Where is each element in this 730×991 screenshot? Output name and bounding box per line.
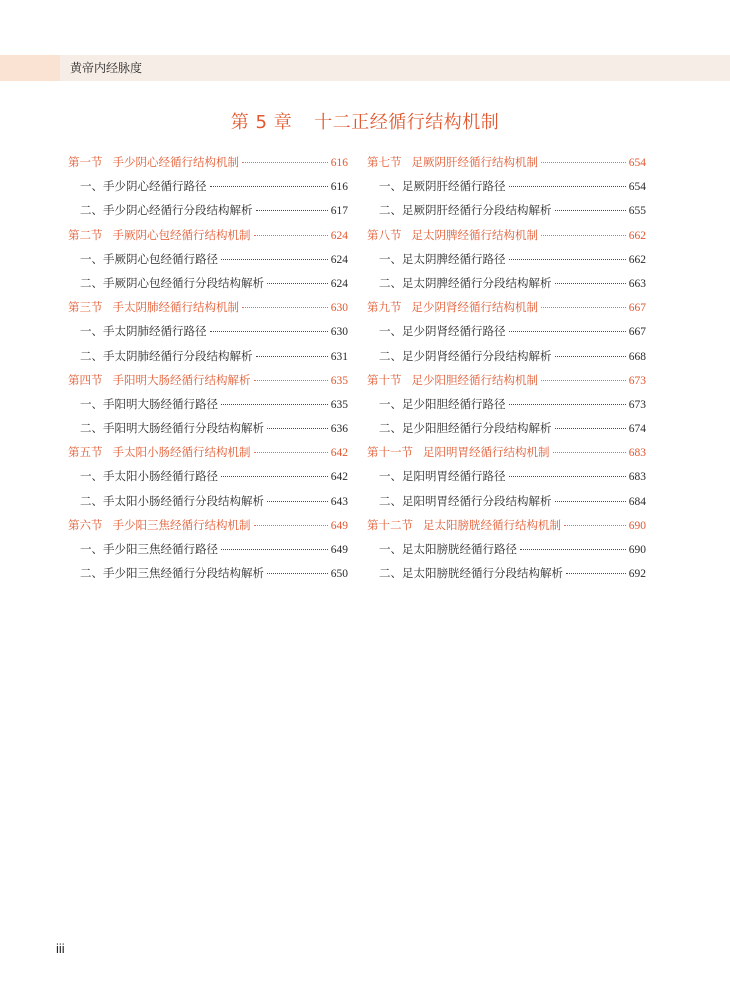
dot-leader (221, 476, 328, 477)
dot-leader (254, 452, 328, 453)
dot-leader (254, 235, 328, 236)
toc-subsection-entry[interactable] (68, 561, 348, 585)
toc-subsection-entry[interactable] (68, 537, 348, 561)
dot-leader (242, 162, 328, 163)
toc-subsection-entry[interactable] (68, 416, 348, 440)
header-tab-marker (0, 55, 60, 81)
toc-section-entry[interactable] (367, 295, 646, 319)
toc-entry-label: 一、手少阳三焦经循行路径 (80, 542, 218, 556)
toc-page-number: 616 (330, 181, 348, 194)
page-number: iii (56, 941, 65, 956)
dot-leader (541, 162, 626, 163)
toc-page-number: 662 (628, 229, 646, 242)
running-header (0, 55, 730, 81)
toc-page-number: 636 (330, 423, 348, 436)
toc-section-entry[interactable] (68, 368, 348, 392)
toc-page-number: 630 (330, 302, 348, 315)
toc-subsection-entry[interactable] (367, 561, 646, 585)
toc-left-column (68, 150, 348, 585)
toc-section-entry[interactable] (367, 150, 646, 174)
section-number: 第十一节 (367, 445, 413, 460)
dot-leader (267, 573, 328, 574)
dot-leader (555, 356, 626, 357)
dot-leader (267, 283, 328, 284)
toc-entry-label: 一、足阳明胃经循行路径 (379, 469, 506, 484)
toc-subsection-entry[interactable] (68, 392, 348, 416)
section-number: 第九节 (367, 300, 402, 315)
toc-section-entry[interactable] (367, 440, 646, 464)
toc-subsection-entry[interactable] (367, 319, 646, 343)
toc-subsection-entry[interactable] (367, 489, 646, 513)
toc-entry-label: 二、手阳明大肠经循行分段结构解析 (80, 421, 264, 436)
section-title: 手少阴心经循行结构机制 (112, 155, 239, 169)
toc-subsection-entry[interactable] (68, 174, 348, 198)
chapter-title: 十二正经循行结构机制 (314, 112, 500, 133)
toc-page-number: 642 (330, 471, 348, 484)
toc-page-number: 690 (628, 544, 646, 556)
dot-leader (221, 404, 328, 405)
toc-entry-label: 二、足少阳胆经循行分段结构解析 (379, 421, 552, 436)
dot-leader (509, 186, 626, 187)
toc-page-number: 668 (628, 350, 646, 363)
toc-subsection-entry[interactable] (367, 271, 646, 295)
section-number: 第四节 (68, 372, 103, 387)
toc-page-number: 642 (330, 447, 348, 460)
toc-subsection-entry[interactable] (68, 198, 348, 222)
section-number: 第十节 (367, 372, 402, 387)
toc-subsection-entry[interactable] (367, 464, 646, 488)
toc-page-number: 616 (330, 157, 348, 169)
toc-page-number: 667 (628, 326, 646, 339)
toc-section-entry[interactable] (68, 440, 348, 464)
toc-entry-label (367, 223, 538, 247)
section-title: 手太阳小肠经循行结构机制 (112, 445, 251, 460)
section-number: 第六节 (68, 517, 103, 532)
toc-section-entry[interactable] (367, 368, 646, 392)
dot-leader (520, 549, 626, 550)
chapter-heading (0, 108, 730, 134)
dot-leader (267, 428, 328, 429)
section-title: 手厥阴心包经循行结构机制 (112, 227, 251, 242)
section-title: 足阳明胃经循行结构机制 (423, 445, 550, 460)
book-title: 黄帝内经脉度 (70, 61, 143, 75)
toc-page-number: 624 (330, 253, 348, 266)
dot-leader (256, 356, 328, 357)
dot-leader (254, 525, 328, 526)
toc-page-number: 624 (330, 229, 348, 242)
toc-entry-label (367, 440, 550, 464)
toc-page-number: 663 (628, 277, 646, 290)
section-number: 第八节 (367, 227, 402, 242)
section-title: 手阳明大肠经循行结构解析 (112, 372, 251, 387)
toc-entry-label (68, 150, 239, 174)
dot-leader (555, 428, 626, 429)
toc-entry-label: 二、足太阳膀胱经循行分段结构解析 (379, 566, 563, 581)
section-title: 足厥阴肝经循行结构机制 (411, 155, 538, 169)
toc-subsection-entry[interactable] (367, 537, 646, 561)
toc-subsection-entry[interactable] (367, 416, 646, 440)
dot-leader (509, 476, 626, 477)
toc-page-number: 654 (628, 181, 646, 194)
toc-subsection-entry[interactable] (68, 489, 348, 513)
dot-leader (541, 380, 626, 381)
toc-entry-label: 一、手少阴心经循行路径 (80, 179, 207, 194)
dot-leader (254, 380, 328, 381)
toc-subsection-entry[interactable] (367, 344, 646, 368)
dot-leader (256, 210, 328, 211)
toc-entry-label: 一、手太阴肺经循行路径 (80, 324, 207, 339)
toc-entry-label: 二、手少阴心经循行分段结构解析 (80, 203, 253, 218)
toc-page-number: 667 (628, 302, 646, 315)
toc-page-number: 683 (628, 447, 646, 460)
toc-entry-label: 一、足少阳胆经循行路径 (379, 396, 506, 411)
toc-entry-label: 二、手太阳小肠经循行分段结构解析 (80, 493, 264, 508)
dot-leader (553, 452, 626, 453)
toc-entry-label: 一、足厥阴肝经循行路径 (379, 179, 506, 194)
toc-page-number: 635 (330, 374, 348, 387)
section-number: 第五节 (68, 445, 103, 460)
section-title: 足少阳胆经循行结构机制 (411, 372, 538, 387)
dot-leader (210, 331, 328, 332)
toc-page-number: 649 (330, 544, 348, 556)
toc-page-number: 683 (628, 471, 646, 484)
toc-entry-label (367, 368, 538, 392)
toc-subsection-entry[interactable] (68, 271, 348, 295)
toc-section-entry[interactable] (367, 223, 646, 247)
section-number: 第二节 (68, 227, 103, 242)
dot-leader (210, 186, 328, 187)
chapter-number: 第 5 章 (230, 112, 293, 133)
toc-section-entry[interactable] (68, 513, 348, 537)
toc-page-number: 684 (628, 495, 646, 508)
dot-leader (509, 404, 626, 405)
toc-section-entry[interactable] (68, 223, 348, 247)
toc-entry-label: 二、足太阴脾经循行分段结构解析 (379, 275, 552, 290)
toc-page-number: 654 (628, 157, 646, 169)
toc-section-entry[interactable] (367, 513, 646, 537)
toc-entry-label (68, 368, 251, 392)
toc-entry-label (68, 223, 251, 247)
toc-subsection-entry[interactable] (68, 247, 348, 271)
toc-page-number: 624 (330, 277, 348, 290)
toc-subsection-entry[interactable] (68, 344, 348, 368)
toc-entry-label: 二、足少阴肾经循行分段结构解析 (379, 348, 552, 363)
toc-subsection-entry[interactable] (68, 319, 348, 343)
toc-entry-label: 二、手少阳三焦经循行分段结构解析 (80, 566, 264, 581)
toc-entry-label: 一、手厥阴心包经循行路径 (80, 251, 218, 266)
toc-entry-label (367, 295, 538, 319)
toc-entry-label: 一、足太阴脾经循行路径 (379, 251, 506, 266)
dot-leader (509, 331, 626, 332)
toc-page-number: 649 (330, 519, 348, 532)
toc-entry-label (68, 295, 239, 319)
dot-leader (566, 573, 626, 574)
section-number: 第一节 (68, 155, 103, 169)
toc-subsection-entry[interactable] (367, 198, 646, 222)
toc-page-number: 635 (330, 398, 348, 411)
dot-leader (564, 525, 626, 526)
toc-page-number: 662 (628, 253, 646, 266)
dot-leader (541, 307, 626, 308)
section-title: 足太阴脾经循行结构机制 (411, 227, 538, 242)
toc-subsection-entry[interactable] (367, 247, 646, 271)
section-number: 第三节 (68, 300, 103, 315)
dot-leader (267, 501, 328, 502)
toc-entry-label: 一、足太阳膀胱经循行路径 (379, 542, 517, 556)
toc-entry-label: 二、足厥阴肝经循行分段结构解析 (379, 203, 552, 218)
section-title: 足太阳膀胱经循行结构机制 (423, 517, 561, 532)
toc-page-number: 631 (330, 350, 348, 363)
toc-entry-label: 二、手厥阴心包经循行分段结构解析 (80, 275, 264, 290)
toc-entry-label: 一、足少阴肾经循行路径 (379, 324, 506, 339)
toc-page-number: 643 (330, 495, 348, 508)
dot-leader (221, 259, 328, 260)
toc-entry-label: 一、手太阳小肠经循行路径 (80, 469, 218, 484)
dot-leader (242, 307, 328, 308)
toc-page-number: 630 (330, 326, 348, 339)
toc-page-number: 673 (628, 398, 646, 411)
dot-leader (555, 283, 626, 284)
toc-subsection-entry[interactable] (68, 464, 348, 488)
section-title: 手少阳三焦经循行结构机制 (112, 517, 251, 532)
dot-leader (555, 210, 626, 211)
toc-section-entry[interactable] (68, 295, 348, 319)
section-number: 第七节 (367, 155, 402, 169)
dot-leader (509, 259, 626, 260)
toc-right-column (367, 150, 646, 585)
section-number: 第十二节 (367, 517, 413, 532)
toc-entry-label (68, 440, 251, 464)
toc-entry-label: 二、手太阴肺经循行分段结构解析 (80, 348, 253, 363)
toc-page-number: 692 (628, 568, 646, 581)
dot-leader (555, 501, 626, 502)
toc-entry-label (68, 513, 251, 537)
dot-leader (221, 549, 328, 550)
toc-page-number: 690 (628, 519, 646, 532)
toc-subsection-entry[interactable] (367, 174, 646, 198)
section-title: 手太阴肺经循行结构机制 (112, 300, 239, 315)
toc-entry-label (367, 150, 538, 174)
toc-page-number: 673 (628, 374, 646, 387)
toc-entry-label (367, 513, 561, 537)
section-title: 足少阴肾经循行结构机制 (411, 300, 538, 315)
toc-entry-label: 一、手阳明大肠经循行路径 (80, 396, 218, 411)
dot-leader (541, 235, 626, 236)
toc-subsection-entry[interactable] (367, 392, 646, 416)
toc-page-number: 674 (628, 423, 646, 436)
toc-page-number: 617 (330, 205, 348, 218)
toc-page-number: 655 (628, 205, 646, 218)
toc-section-entry[interactable] (68, 150, 348, 174)
toc-entry-label: 二、足阳明胃经循行分段结构解析 (379, 493, 552, 508)
toc-page-number: 650 (330, 568, 348, 581)
